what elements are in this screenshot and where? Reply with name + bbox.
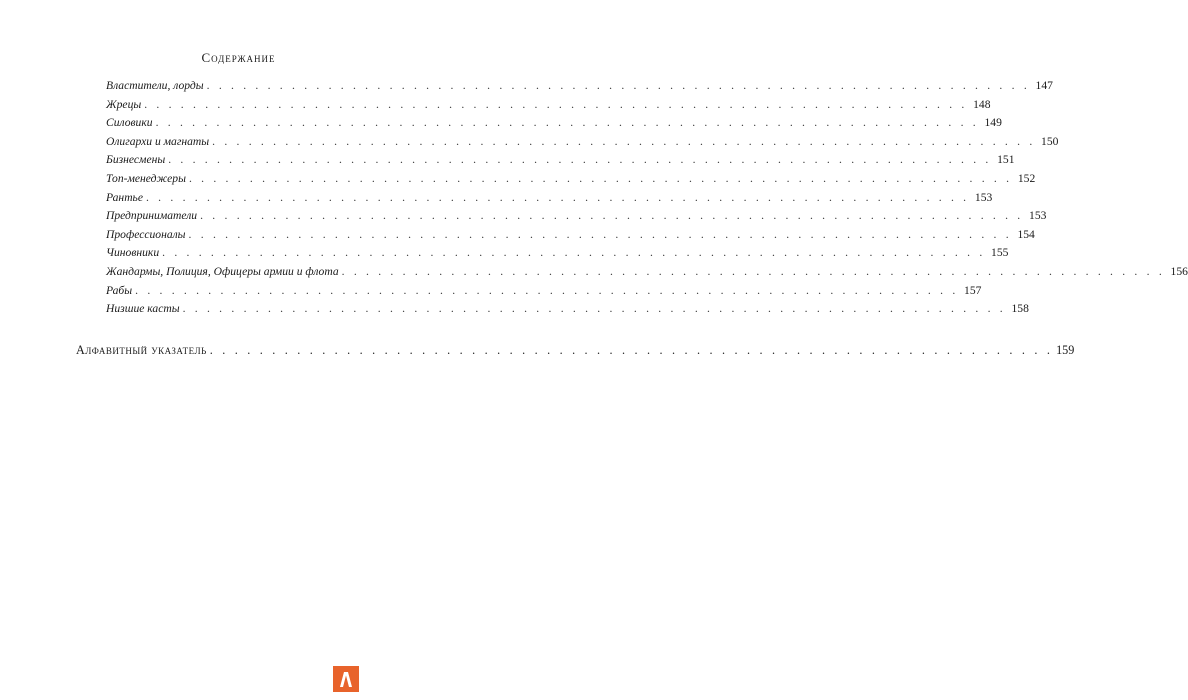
- toc-entry-page: 152: [1017, 171, 1036, 185]
- toc-entry-page: 148: [973, 97, 991, 111]
- dot-leader: . . . . . . . . . . . . . . . . . . . . . . . . . . . . . . . . . . . . . . . . . . . . . . . . . . . . . . . . . . . . . . . . . . . .: [168, 153, 992, 167]
- toc-entry-label: Бизнесмены: [106, 153, 166, 167]
- dot-leader: . . . . . . . . . . . . . . . . . . . . . . . . . . . . . . . . . . . . . . . . . . . . . . . . . . . . . . . . . . . . . . . . . . . .: [162, 246, 986, 260]
- dot-leader: . . . . . . . . . . . . . . . . . . . . . . . . . . . . . . . . . . . . . . . . . . . . . . . . . . . . . . . . . . . . . . . . . . . .: [209, 343, 1054, 357]
- toc-entry-page: 153: [1029, 209, 1047, 223]
- publisher-logo-icon: [333, 666, 359, 692]
- toc-entry-label: Профессионалы: [106, 227, 186, 241]
- index-entry-page: 159: [1056, 343, 1075, 357]
- toc-entry-label: Жрецы: [106, 97, 142, 111]
- dot-leader: . . . . . . . . . . . . . . . . . . . . . . . . . . . . . . . . . . . . . . . . . . . . . . . . . . . . . . . . . . . . . . . . . . . .: [188, 171, 1013, 185]
- page-title: Содержание: [201, 50, 276, 65]
- toc-entry-label: Низшие касты: [106, 302, 180, 316]
- toc-entry-label: Топ-менеджеры: [106, 171, 186, 185]
- dot-leader: . . . . . . . . . . . . . . . . . . . . . . . . . . . . . . . . . . . . . . . . . . . . . . . . . . . . . . . . . . . . . . . . . . . .: [188, 227, 1012, 241]
- toc-entry[interactable]: [106, 282, 982, 301]
- toc-entry-label: Рантье: [106, 190, 143, 204]
- toc-entry-label: Олигархи и магнаты: [106, 134, 210, 148]
- toc-entry-page: 157: [964, 283, 982, 297]
- toc-entry[interactable]: [106, 114, 1002, 133]
- dot-leader: . . . . . . . . . . . . . . . . . . . . . . . . . . . . . . . . . . . . . . . . . . . . . . . . . . . . . . . . . . . . . . . . . . . .: [144, 97, 968, 111]
- toc-entry-page: 154: [1017, 227, 1035, 241]
- dot-leader: . . . . . . . . . . . . . . . . . . . . . . . . . . . . . . . . . . . . . . . . . . . . . . . . . . . . . . . . . . . . . . . . . . . .: [341, 264, 1165, 278]
- toc-entry[interactable]: [106, 263, 1188, 282]
- table-of-contents: [106, 77, 1188, 319]
- toc-entry-label: Силовики: [106, 116, 153, 130]
- toc-entry-label: Жандармы, Полиция, Офицеры армии и флота: [106, 264, 339, 278]
- toc-entry[interactable]: [106, 300, 1029, 319]
- toc-entry-page: 155: [991, 246, 1009, 260]
- dot-leader: . . . . . . . . . . . . . . . . . . . . . . . . . . . . . . . . . . . . . . . . . . . . . . . . . . . . . . . . . . . . . . . . . . . .: [182, 302, 1006, 316]
- index-entry[interactable]: [76, 341, 1075, 359]
- dot-leader: . . . . . . . . . . . . . . . . . . . . . . . . . . . . . . . . . . . . . . . . . . . . . . . . . . . . . . . . . . . . . . . . . . . .: [200, 209, 1024, 223]
- toc-entry-label: Предприниматели: [106, 209, 198, 223]
- toc-entry-label: Властители, лорды: [106, 79, 204, 92]
- toc-entry[interactable]: [106, 207, 1047, 226]
- toc-entry[interactable]: [106, 133, 1059, 152]
- toc-entry[interactable]: [106, 151, 1015, 170]
- toc-entry[interactable]: [106, 189, 993, 208]
- toc-entry[interactable]: [106, 244, 1009, 263]
- dot-leader: . . . . . . . . . . . . . . . . . . . . . . . . . . . . . . . . . . . . . . . . . . . . . . . . . . . . . . . . . . . . . . . . . . . .: [145, 190, 970, 204]
- toc-entry-page: 149: [984, 116, 1002, 130]
- toc-entry-page: 147: [1035, 79, 1053, 92]
- toc-entry-page: 153: [974, 190, 993, 204]
- dot-leader: . . . . . . . . . . . . . . . . . . . . . . . . . . . . . . . . . . . . . . . . . . . . . . . . . . . . . . . . . . . . . . . . . . . .: [206, 79, 1030, 92]
- index-entry-label: Алфавитный указатель: [76, 343, 207, 357]
- toc-entry-label: Чиновники: [106, 246, 160, 260]
- toc-entry[interactable]: [106, 96, 991, 115]
- dot-leader: . . . . . . . . . . . . . . . . . . . . . . . . . . . . . . . . . . . . . . . . . . . . . . . . . . . . . . . . . . . . . . . . . . . .: [212, 134, 1036, 148]
- toc-entry-label: Рабы: [106, 283, 133, 297]
- toc-entry-page: 158: [1011, 302, 1029, 316]
- toc-entry-page: 150: [1041, 134, 1059, 148]
- toc-entry[interactable]: [106, 226, 1035, 245]
- toc-entry[interactable]: [106, 77, 1053, 96]
- toc-entry-page: 156: [1170, 264, 1188, 278]
- toc-entry[interactable]: [106, 170, 1036, 189]
- dot-leader: . . . . . . . . . . . . . . . . . . . . . . . . . . . . . . . . . . . . . . . . . . . . . . . . . . . . . . . . . . . . . . . . . . . .: [135, 283, 959, 297]
- toc-entry-page: 151: [997, 153, 1015, 167]
- dot-leader: . . . . . . . . . . . . . . . . . . . . . . . . . . . . . . . . . . . . . . . . . . . . . . . . . . . . . . . . . . . . . . . . . . . .: [155, 116, 979, 130]
